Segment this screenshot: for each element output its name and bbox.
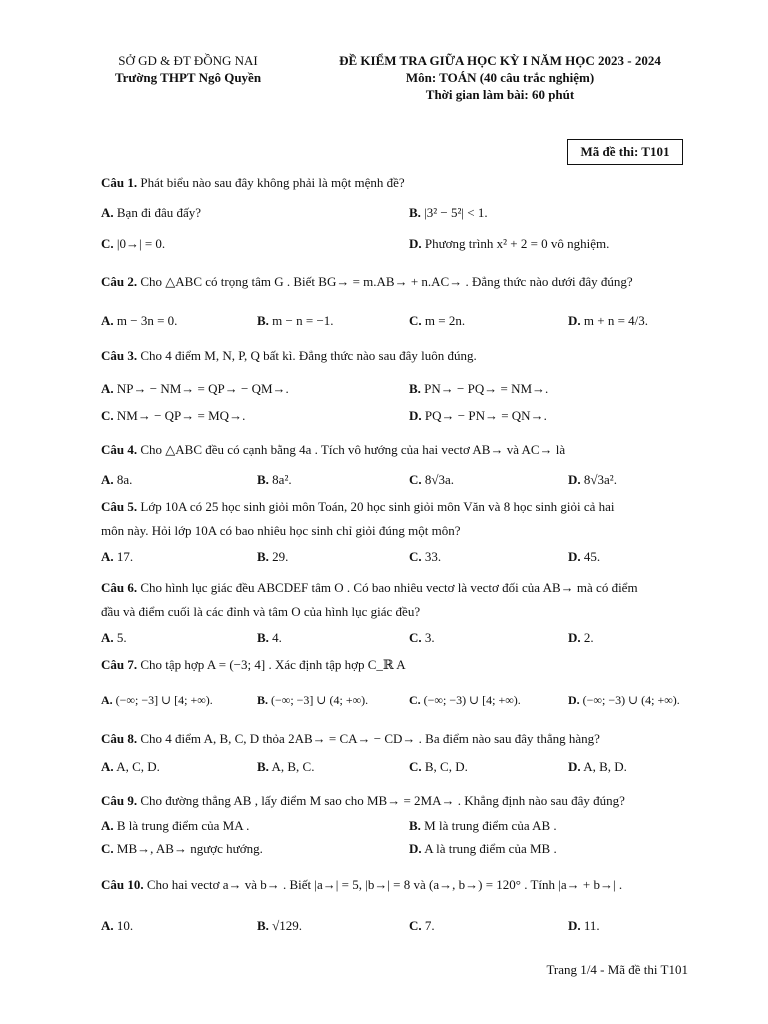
question-2-option-b[interactable]: B. m − n = −1.: [257, 313, 334, 328]
question-7-option-c[interactable]: C. (−∞; −3) ∪ [4; +∞).: [409, 693, 521, 707]
question-8-option-b[interactable]: B. A, B, C.: [257, 759, 315, 774]
question-3-option-d[interactable]: D. PQ→ − PN→ = QN→.: [409, 408, 547, 423]
question-1-option-c[interactable]: C. |0→| = 0.: [101, 236, 166, 251]
question-6-stem: Câu 6. Cho hình lục giác đều ABCDEF tâm O . Có bao nhiêu vectơ là vectơ đối của AB→ mà có điểm: [101, 580, 638, 595]
department-name: SỞ GD & ĐT ĐỒNG NAI: [118, 53, 258, 68]
question-8-option-c[interactable]: C. B, C, D.: [409, 759, 468, 774]
question-9-stem: Câu 9. Cho đường thẳng AB , lấy điểm M sao cho MB→ = 2MA→ . Khẳng định nào sau đây đúng?: [101, 793, 625, 808]
question-10-option-d[interactable]: D. 11.: [568, 918, 600, 933]
question-1-option-d[interactable]: D. Phương trình x² + 2 = 0 vô nghiệm.: [409, 236, 610, 251]
exam-subject: Môn: TOÁN (40 câu trắc nghiệm): [405, 70, 595, 85]
question-6-option-a[interactable]: A. 5.: [101, 630, 127, 645]
question-5-option-d[interactable]: D. 45.: [568, 549, 601, 564]
question-3-option-a[interactable]: A. NP→ − NM→ = QP→ − QM→.: [101, 381, 289, 396]
question-6-option-c[interactable]: C. 3.: [409, 630, 435, 645]
question-4-stem: Câu 4. Cho △ABC đều có cạnh bằng 4a . Tích vô hướng của hai vectơ AB→ và AC→ là: [101, 442, 566, 457]
question-1-option-a[interactable]: A. Bạn đi đâu đấy?: [101, 205, 202, 220]
question-2-option-a[interactable]: A. m − 3n = 0.: [101, 313, 178, 328]
question-2-option-c[interactable]: C. m = 2n.: [409, 313, 466, 328]
question-4-option-c[interactable]: C. 8√3a.: [409, 472, 455, 487]
header-left: [88, 52, 288, 86]
question-9-option-b[interactable]: B. M là trung điểm của AB .: [409, 818, 557, 833]
question-5-stem-continued: môn này. Hỏi lớp 10A có bao nhiêu học sinh chỉ giỏi đúng một môn?: [101, 523, 461, 538]
question-10-option-b[interactable]: B. √129.: [257, 918, 303, 933]
question-3-stem: Câu 3. Cho 4 điểm M, N, P, Q bất kì. Đẳng thức nào sau đây luôn đúng.: [101, 348, 477, 363]
question-10-option-c[interactable]: C. 7.: [409, 918, 435, 933]
question-4-option-b[interactable]: B. 8a².: [257, 472, 292, 487]
exam-code-box: Mã đề thi: T101: [567, 139, 683, 165]
question-8-option-a[interactable]: A. A, C, D.: [101, 759, 160, 774]
question-8-option-d[interactable]: D. A, B, D.: [568, 759, 627, 774]
question-4-option-d[interactable]: D. 8√3a².: [568, 472, 617, 487]
question-3-option-b[interactable]: B. PN→ − PQ→ = NM→.: [409, 381, 549, 396]
question-2-stem: Câu 2. Cho △ABC có trọng tâm G . Biết BG→ = m.AB→ + n.AC→ . Đẳng thức nào dưới đây đúng?: [101, 274, 633, 289]
question-7-option-b[interactable]: B. (−∞; −3] ∪ (4; +∞).: [257, 693, 369, 707]
question-1-stem: Câu 1. Phát biểu nào sau đây không phải là một mệnh đề?: [101, 175, 405, 190]
page-footer: Trang 1/4 - Mã đề thi T101: [546, 962, 688, 977]
question-10-stem: Câu 10. Cho hai vectơ a→ và b→ . Biết |a→| = 5, |b→| = 8 và (a→, b→) = 120° . Tính |a→ + b→| .: [101, 877, 623, 892]
question-5-option-b[interactable]: B. 29.: [257, 549, 289, 564]
question-6-option-b[interactable]: B. 4.: [257, 630, 282, 645]
question-9-option-a[interactable]: A. B là trung điểm của MA .: [101, 818, 250, 833]
question-7-option-d[interactable]: D. (−∞; −3) ∪ (4; +∞).: [568, 693, 680, 707]
question-3-option-c[interactable]: C. NM→ − QP→ = MQ→.: [101, 408, 246, 423]
question-1-option-b[interactable]: B. |3² − 5²| < 1.: [409, 205, 488, 220]
question-4-option-a[interactable]: A. 8a.: [101, 472, 133, 487]
question-7-option-a[interactable]: A. (−∞; −3] ∪ [4; +∞).: [101, 693, 213, 707]
question-10-option-a[interactable]: A. 10.: [101, 918, 134, 933]
question-5-option-a[interactable]: A. 17.: [101, 549, 134, 564]
school-name: Trường THPT Ngô Quyền: [114, 70, 262, 85]
question-6-stem-continued: đầu và điểm cuối là các đỉnh và tâm O của hình lục giác đều?: [101, 604, 421, 619]
question-5-stem: Câu 5. Lớp 10A có 25 học sinh giỏi môn Toán, 20 học sinh giỏi môn Văn và 8 học sinh giỏi cả hai: [101, 499, 615, 514]
question-8-stem: Câu 8. Cho 4 điểm A, B, C, D thỏa 2AB→ = CA→ − CD→ . Ba điểm nào sau đây thẳng hàng?: [101, 731, 600, 746]
question-7-stem: Câu 7. Cho tập hợp A = (−3; 4] . Xác định tập hợp C_ℝ A: [101, 657, 406, 672]
question-5-option-c[interactable]: C. 33.: [409, 549, 442, 564]
header-right: [300, 52, 700, 103]
exam-title: ĐỀ KIỂM TRA GIỮA HỌC KỲ I NĂM HỌC 2023 - 2024: [339, 53, 661, 68]
question-6-option-d[interactable]: D. 2.: [568, 630, 594, 645]
exam-duration: Thời gian làm bài: 60 phút: [425, 87, 575, 102]
question-9-option-c[interactable]: C. MB→, AB→ ngược hướng.: [101, 841, 263, 856]
question-2-option-d[interactable]: D. m + n = 4/3.: [568, 313, 649, 328]
question-9-option-d[interactable]: D. A là trung điểm của MB .: [409, 841, 557, 856]
